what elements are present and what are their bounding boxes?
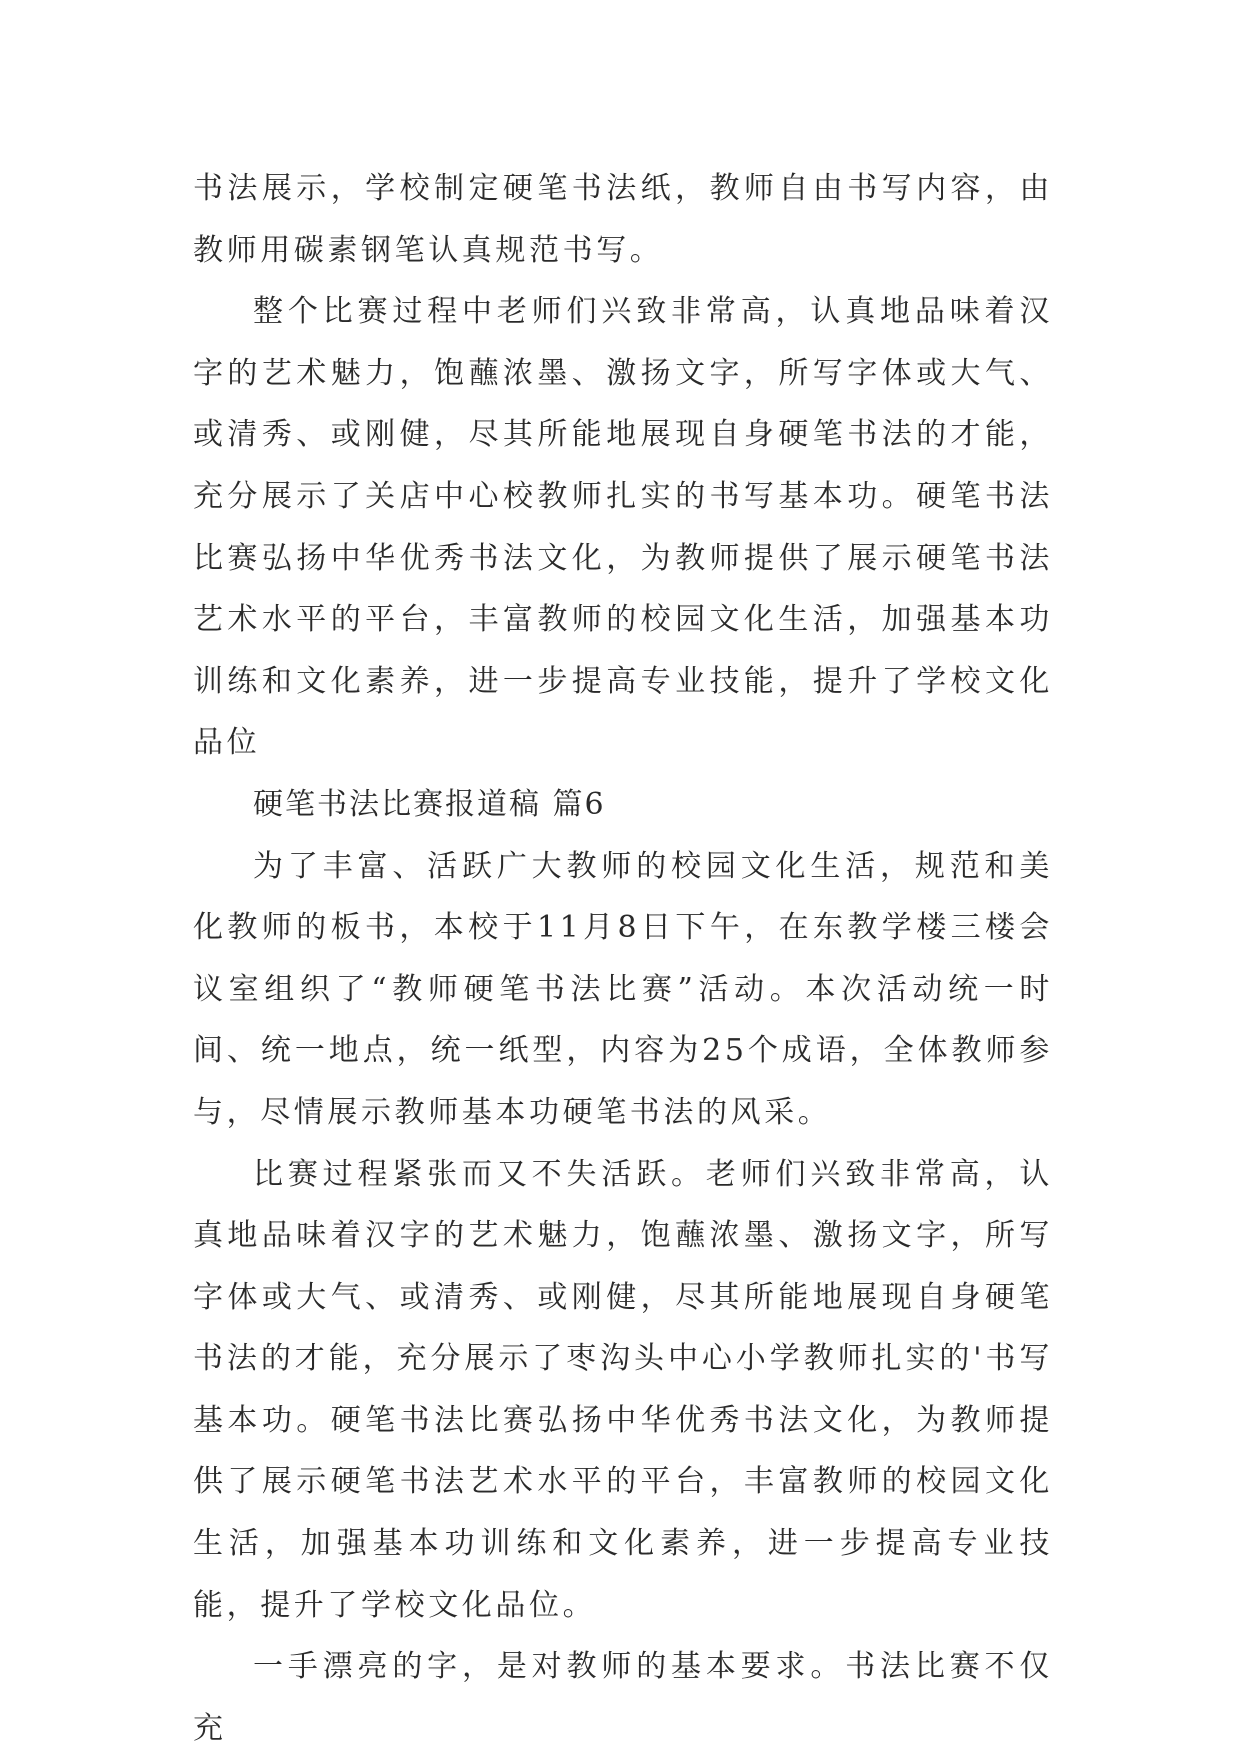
paragraph-4: 比赛过程紧张而又不失活跃。老师们兴致非常高，认真地品味着汉字的艺术魅力，饱蘸浓墨、激扬文字，所写字体或大气、或清秀、或刚健，尽其所能地展现自身硬笔书法的才能，充分展示了枣沟头中心小学教师扎实的'书写基本功。硬笔书法比赛弘扬中华优秀书法文化，为教师提供了展示硬笔书法艺术水平的平台，丰富教师的校园文化生活，加强基本功训练和文化素养，进一步提高专业技能，提升了学校文化品位。 [193,1156,1053,1623]
section-heading: 硬笔书法比赛报道稿 篇6 [253,786,606,822]
paragraph-5: 一手漂亮的字，是对教师的基本要求。书法比赛不仅充 [193,1649,1053,1746]
paragraph-2: 整个比赛过程中老师们兴致非常高，认真地品味着汉字的艺术魅力，饱蘸浓墨、激扬文字，所写字体或大气、或清秀、或刚健，尽其所能地展现自身硬笔书法的才能，充分展示了关店中心校教师扎实的书写基本功。硬笔书法比赛弘扬中华优秀书法文化，为教师提供了展示硬笔书法艺术水平的平台，丰富教师的校园文化生活，加强基本功训练和文化素养，进一步提高专业技能，提升了学校文化品位 [193,294,1053,761]
paragraph-3: 为了丰富、活跃广大教师的校园文化生活，规范和美化教师的板书，本校于11月8日下午，在东教学楼三楼会议室组织了“教师硬笔书法比赛”活动。本次活动统一时间、统一地点，统一纸型，内容为25个成语，全体教师参与，尽情展示教师基本功硬笔书法的风采。 [193,848,1053,1130]
document-body [193,158,1053,1759]
paragraph-1: 书法展示，学校制定硬笔书法纸，教师自由书写内容，由教师用碳素钢笔认真规范书写。 [193,171,1053,268]
